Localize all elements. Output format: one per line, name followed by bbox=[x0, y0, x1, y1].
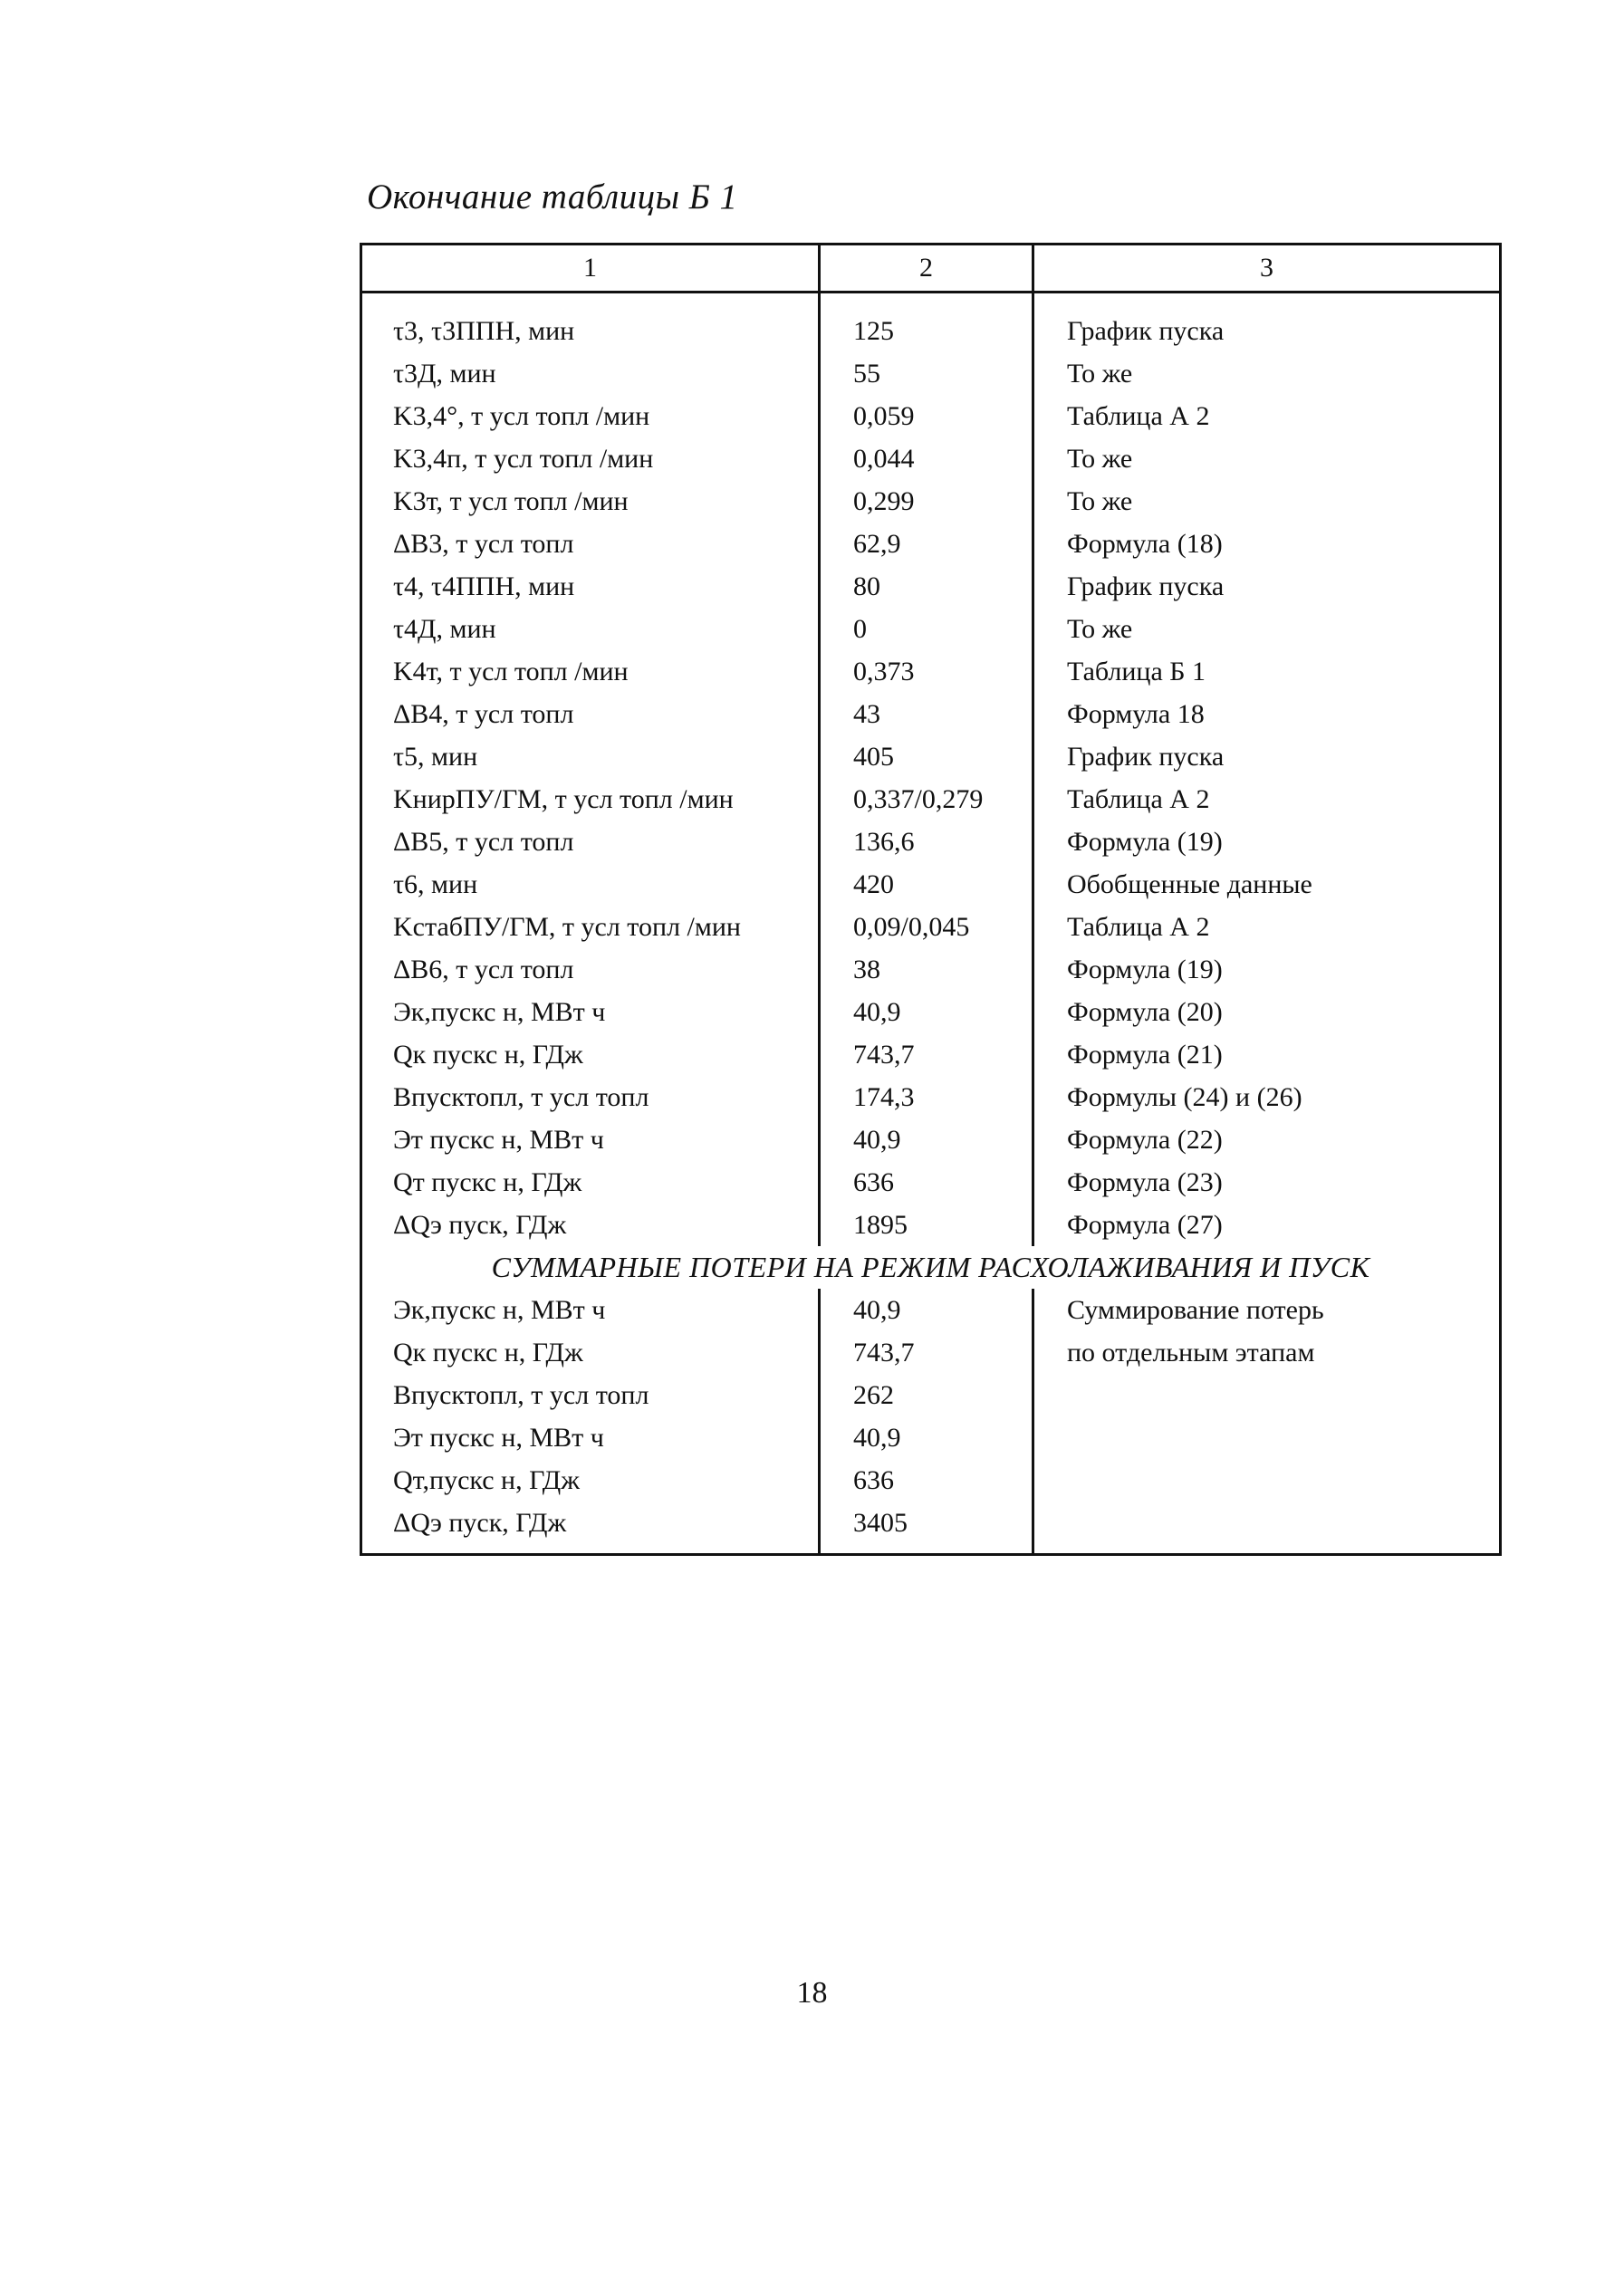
param-cell: KстабПУ/ГМ, т усл топл /мин bbox=[361, 906, 820, 948]
table-row bbox=[361, 608, 1501, 650]
source-cell: Формула (27) bbox=[1033, 1204, 1501, 1246]
param-cell: τ3, τ3ППН, мин bbox=[361, 293, 820, 353]
value-cell: 136,6 bbox=[820, 821, 1033, 863]
source-cell: График пуска bbox=[1033, 565, 1501, 608]
value-cell: 0,09/0,045 bbox=[820, 906, 1033, 948]
table-row bbox=[361, 948, 1501, 991]
param-cell: τ5, мин bbox=[361, 735, 820, 778]
param-cell: Эк,пускс н, МВт ч bbox=[361, 1289, 820, 1331]
param-cell: K3т, т усл топл /мин bbox=[361, 480, 820, 523]
param-cell: K3,4°, т усл топл /мин bbox=[361, 395, 820, 437]
param-cell: ΔB6, т усл топл bbox=[361, 948, 820, 991]
source-cell: Таблица А 2 bbox=[1033, 778, 1501, 821]
source-cell bbox=[1033, 1416, 1501, 1459]
source-cell: Формула (23) bbox=[1033, 1161, 1501, 1204]
source-cell bbox=[1033, 1374, 1501, 1416]
source-cell: Формула 18 bbox=[1033, 693, 1501, 735]
source-cell: Обобщенные данные bbox=[1033, 863, 1501, 906]
param-cell: K4т, т усл топл /мин bbox=[361, 650, 820, 693]
source-cell: Таблица А 2 bbox=[1033, 395, 1501, 437]
value-cell: 1895 bbox=[820, 1204, 1033, 1246]
value-cell: 636 bbox=[820, 1459, 1033, 1502]
table-row bbox=[361, 735, 1501, 778]
table-row bbox=[361, 1289, 1501, 1331]
table-row bbox=[361, 293, 1501, 353]
param-cell: ΔQэ пуск, ГДж bbox=[361, 1204, 820, 1246]
param-cell: Qк пускс н, ГДж bbox=[361, 1033, 820, 1076]
table-row bbox=[361, 1416, 1501, 1459]
value-cell: 38 bbox=[820, 948, 1033, 991]
param-cell: Эт пускс н, МВт ч bbox=[361, 1416, 820, 1459]
param-cell: ΔB4, т усл топл bbox=[361, 693, 820, 735]
table-row bbox=[361, 1033, 1501, 1076]
param-cell: τ3Д, мин bbox=[361, 352, 820, 395]
param-cell: Qт пускс н, ГДж bbox=[361, 1161, 820, 1204]
table-row bbox=[361, 778, 1501, 821]
source-cell bbox=[1033, 1502, 1501, 1555]
source-cell: То же bbox=[1033, 608, 1501, 650]
value-cell: 40,9 bbox=[820, 1289, 1033, 1331]
param-cell: τ4Д, мин bbox=[361, 608, 820, 650]
value-cell: 0,337/0,279 bbox=[820, 778, 1033, 821]
param-cell: KнирПУ/ГМ, т усл топл /мин bbox=[361, 778, 820, 821]
value-cell: 40,9 bbox=[820, 991, 1033, 1033]
table-row bbox=[361, 565, 1501, 608]
value-cell: 80 bbox=[820, 565, 1033, 608]
table-row bbox=[361, 523, 1501, 565]
table-row bbox=[361, 863, 1501, 906]
table-row bbox=[361, 1204, 1501, 1246]
value-cell: 743,7 bbox=[820, 1033, 1033, 1076]
table-row bbox=[361, 1374, 1501, 1416]
table-row bbox=[361, 1076, 1501, 1118]
table-row bbox=[361, 906, 1501, 948]
value-cell: 0,044 bbox=[820, 437, 1033, 480]
table-row bbox=[361, 991, 1501, 1033]
table-row bbox=[361, 1161, 1501, 1204]
table-row bbox=[361, 480, 1501, 523]
table-row bbox=[361, 352, 1501, 395]
source-cell: Таблица Б 1 bbox=[1033, 650, 1501, 693]
source-cell: Формула (22) bbox=[1033, 1118, 1501, 1161]
table-row bbox=[361, 437, 1501, 480]
value-cell: 420 bbox=[820, 863, 1033, 906]
source-cell: Таблица А 2 bbox=[1033, 906, 1501, 948]
section-title: СУММАРНЫЕ ПОТЕРИ НА РЕЖИМ РАСХОЛАЖИВАНИЯ И ПУСК bbox=[361, 1246, 1501, 1289]
source-cell: по отдельным этапам bbox=[1033, 1331, 1501, 1374]
value-cell: 174,3 bbox=[820, 1076, 1033, 1118]
source-cell: График пуска bbox=[1033, 735, 1501, 778]
column-header: 2 bbox=[820, 245, 1033, 293]
table-row bbox=[361, 1459, 1501, 1502]
param-cell: K3,4п, т усл топл /мин bbox=[361, 437, 820, 480]
param-cell: ΔQэ пуск, ГДж bbox=[361, 1502, 820, 1555]
value-cell: 743,7 bbox=[820, 1331, 1033, 1374]
param-cell: τ4, τ4ППН, мин bbox=[361, 565, 820, 608]
source-cell: Формула (19) bbox=[1033, 821, 1501, 863]
table-row bbox=[361, 1118, 1501, 1161]
value-cell: 40,9 bbox=[820, 1118, 1033, 1161]
table-caption: Окончание таблицы Б 1 bbox=[367, 178, 738, 216]
value-cell: 40,9 bbox=[820, 1416, 1033, 1459]
source-cell: Формула (21) bbox=[1033, 1033, 1501, 1076]
source-cell: То же bbox=[1033, 480, 1501, 523]
param-cell: τ6, мин bbox=[361, 863, 820, 906]
source-cell: График пуска bbox=[1033, 293, 1501, 353]
param-cell: Эт пускс н, МВт ч bbox=[361, 1118, 820, 1161]
source-cell: Формула (20) bbox=[1033, 991, 1501, 1033]
column-header: 3 bbox=[1033, 245, 1501, 293]
section-title-row bbox=[361, 1246, 1501, 1289]
value-cell: 62,9 bbox=[820, 523, 1033, 565]
param-cell: ΔB3, т усл топл bbox=[361, 523, 820, 565]
value-cell: 0 bbox=[820, 608, 1033, 650]
table-row bbox=[361, 1331, 1501, 1374]
param-cell: ΔB5, т усл топл bbox=[361, 821, 820, 863]
param-cell: Эк,пускс н, МВт ч bbox=[361, 991, 820, 1033]
value-cell: 405 bbox=[820, 735, 1033, 778]
source-cell: Формула (19) bbox=[1033, 948, 1501, 991]
param-cell: Bпусктопл, т усл топл bbox=[361, 1374, 820, 1416]
source-cell: То же bbox=[1033, 437, 1501, 480]
table-header-row bbox=[361, 245, 1501, 293]
source-cell: Формула (18) bbox=[1033, 523, 1501, 565]
source-cell: То же bbox=[1033, 352, 1501, 395]
source-cell: Суммирование потерь bbox=[1033, 1289, 1501, 1331]
value-cell: 262 bbox=[820, 1374, 1033, 1416]
column-header: 1 bbox=[361, 245, 820, 293]
table-row bbox=[361, 1502, 1501, 1555]
value-cell: 636 bbox=[820, 1161, 1033, 1204]
param-cell: Qт,пускс н, ГДж bbox=[361, 1459, 820, 1502]
value-cell: 0,373 bbox=[820, 650, 1033, 693]
value-cell: 0,299 bbox=[820, 480, 1033, 523]
value-cell: 55 bbox=[820, 352, 1033, 395]
source-cell: Формулы (24) и (26) bbox=[1033, 1076, 1501, 1118]
param-cell: Qк пускс н, ГДж bbox=[361, 1331, 820, 1374]
param-cell: Bпусктопл, т усл топл bbox=[361, 1076, 820, 1118]
data-table bbox=[360, 243, 1502, 1556]
table-row bbox=[361, 821, 1501, 863]
table-row bbox=[361, 693, 1501, 735]
table-row bbox=[361, 650, 1501, 693]
page-number: 18 bbox=[796, 1976, 828, 2010]
source-cell bbox=[1033, 1459, 1501, 1502]
table-row bbox=[361, 395, 1501, 437]
value-cell: 125 bbox=[820, 293, 1033, 353]
value-cell: 3405 bbox=[820, 1502, 1033, 1555]
value-cell: 0,059 bbox=[820, 395, 1033, 437]
value-cell: 43 bbox=[820, 693, 1033, 735]
